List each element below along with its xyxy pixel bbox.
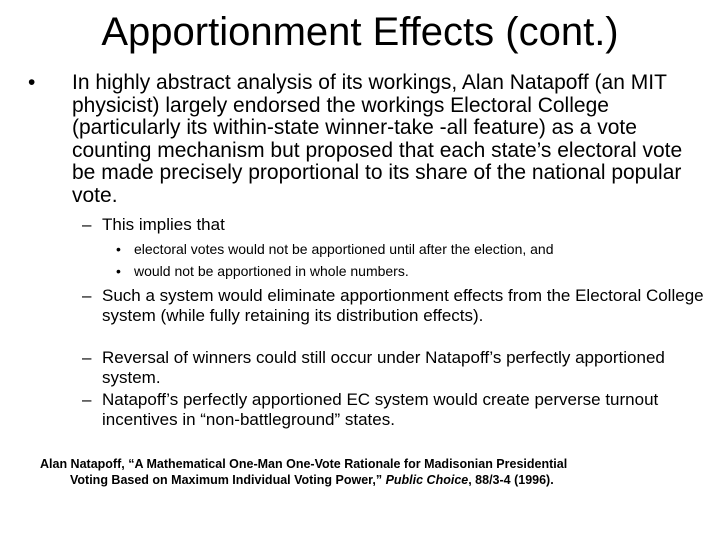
sub-item-implies [82, 215, 712, 235]
implication-item [116, 240, 716, 258]
implication-text: electoral votes would not be apportioned until after the election, and [134, 241, 554, 257]
dot-marker: • [116, 241, 121, 257]
implication-text: would not be apportioned in whole numbers. [134, 263, 409, 279]
citation-line1: Alan Natapoff, “A Mathematical One-Man One-Vote Rationale for Madisonian Presidential [40, 457, 568, 471]
sub-item-text: Such a system would eliminate apportionment effects from the Electoral College system (while fully retaining its distribution effects). [102, 286, 704, 325]
bullet-marker: • [28, 71, 36, 94]
slide-title: Apportionment Effects (cont.) [101, 10, 619, 54]
sub-item-reversal [82, 348, 712, 387]
citation [40, 456, 700, 488]
main-bullet [28, 72, 708, 207]
implication-item [116, 262, 716, 280]
citation-volume: , 88/3-4 (1996). [468, 473, 554, 487]
sub-item-text: Reversal of winners could still occur under Natapoff’s perfectly apportioned system. [102, 348, 665, 387]
sub-item-turnout [82, 390, 712, 429]
dash-marker: – [82, 348, 92, 367]
sub-item-text: Natapoff’s perfectly apportioned EC system would create perverse turnout incentives in “non-battleground” states. [102, 390, 659, 429]
citation-title-cont: Voting Based on Maximum Individual Voting Power,” [70, 473, 383, 487]
dash-marker: – [82, 286, 92, 305]
sub-item-eliminate [82, 286, 712, 325]
sub-item-text: This implies that [102, 215, 225, 234]
citation-line2 [40, 472, 700, 488]
dash-marker: – [82, 215, 92, 234]
citation-journal: Public Choice [385, 473, 469, 487]
main-bullet-text: In highly abstract analysis of its workings, Alan Natapoff (an MIT physicist) largely endorsed the workings Electoral College (particularly its within-state winner-take -all feature) as a vote counting mechanism but proposed that each state’s electoral vote be made precisely proportional to its share of the national popular vote. [72, 71, 683, 207]
dot-marker: • [116, 263, 121, 279]
dash-marker: – [82, 390, 92, 409]
